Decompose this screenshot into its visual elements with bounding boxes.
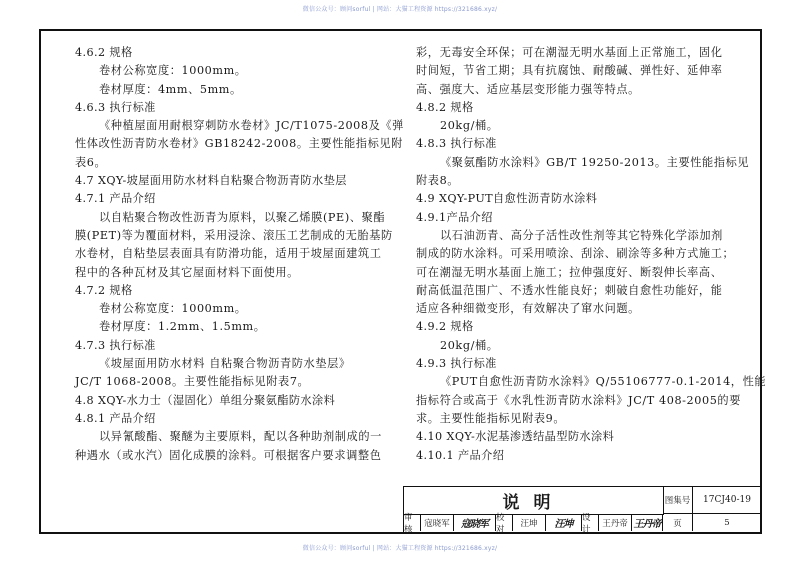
paragraph-line: 《PUT自愈性沥青防水涂料》Q/55106777-0.1-2014，性能	[440, 375, 767, 389]
paragraph-line: 膜(PET)等为覆面材料，采用浸涂、滚压工艺制成的无胎基防	[75, 228, 393, 242]
sheet-title: 说明	[404, 487, 664, 515]
section-heading: 4.7 XQY-坡屋面用防水材料自粘聚合物沥青防水垫层	[75, 174, 347, 188]
paragraph-line: 性体改性沥青防水卷材》GB18242-2008。主要性能指标见附	[75, 137, 403, 151]
paragraph-line: 《坡屋面用防水材料 自粘聚合物沥青防水垫层》	[99, 357, 351, 371]
text-line: 20kg/桶。	[440, 119, 499, 133]
paragraph-line: 表6。	[75, 155, 107, 169]
section-heading: 4.10.1 产品介绍	[416, 448, 505, 462]
watermark-top: 微信公众号：顾问sorful | 网站：大猫工程资源 https://321686.xyz/	[302, 6, 498, 13]
paragraph-line: 程中的各种瓦材及其它屋面材料下面使用。	[75, 265, 299, 279]
title-block	[403, 486, 760, 535]
review-label: 审核	[404, 514, 421, 531]
paragraph-line: 制成的防水涂料。可采用喷涂、刮涂、刷涂等多种方式施工；	[416, 247, 735, 261]
paragraph-line: 以石油沥青、高分子活性改性剂等其它特殊化学添加剂	[440, 228, 723, 242]
right-text-column	[416, 44, 767, 465]
text-line: 卷材公称宽度：1000mm。	[99, 64, 247, 78]
review-name: 寇晓军	[421, 514, 454, 531]
paragraph-line: 彩，无毒安全环保；可在潮湿无明水基面上正常施工，固化	[416, 46, 723, 59]
paragraph-line: 可在潮湿无明水基面上施工；拉伸强度好、断裂伸长率高、	[416, 265, 723, 279]
section-heading: 4.7.2 规格	[75, 283, 133, 297]
paragraph-line: 耐高低温范围广、不透水性能良好；刺破自愈性功能好，能	[416, 283, 723, 297]
page-number: 5	[724, 517, 730, 528]
paragraph-line: 水卷材，自粘垫层表面具有防滑功能，适用于坡屋面建筑工	[75, 247, 382, 261]
section-heading: 4.8.3 执行标准	[416, 137, 497, 151]
paragraph-line: 种遇水（或水汽）固化成膜的涂料。可根据客户要求调整色	[75, 448, 382, 462]
section-heading: 4.9 XQY-PUT自愈性沥青防水涂料	[416, 192, 598, 206]
section-heading: 4.10 XQY-水泥基渗透结晶型防水涂料	[416, 430, 615, 444]
paragraph-line: 《聚氨酯防水涂料》GB/T 19250-2013。主要性能指标见	[440, 155, 750, 169]
check-name: 汪坤	[513, 514, 546, 531]
paragraph-line: 高、强度大、适应基层变形能力强等特点。	[416, 82, 640, 96]
text-line: 卷材公称宽度：1000mm。	[99, 302, 247, 316]
watermark-bottom: 微信公众号：顾问sorful | 网站：大猫工程资源 https://321686.xyz/	[302, 545, 498, 552]
left-text-column	[75, 44, 403, 465]
design-label: 设计	[582, 514, 599, 531]
paragraph-line: 以异氰酸酯、聚醚为主要原料，配以各种助剂制成的一	[99, 430, 382, 444]
section-heading: 4.9.2 规格	[416, 320, 474, 334]
section-heading: 4.7.1 产品介绍	[75, 192, 156, 206]
paragraph-line: 《种植屋面用耐根穿刺防水卷材》JC/T1075-2008及《弹	[99, 119, 404, 133]
atlas-number-value: 17CJ40-19	[693, 487, 761, 514]
section-heading: 4.8.1 产品介绍	[75, 411, 156, 425]
paragraph-line: 附表8。	[416, 174, 460, 188]
paragraph-line: JC/T 1068-2008。主要性能指标见附表7。	[75, 375, 310, 389]
text-line: 卷材厚度：4mm、5mm。	[99, 82, 242, 96]
check-signature: 汪坤	[546, 514, 582, 531]
paragraph-line: 时间短，节省工期；具有抗腐蚀、耐酸碱、弹性好、延伸率	[416, 64, 723, 78]
text-line: 卷材厚度：1.2mm、1.5mm。	[99, 320, 266, 334]
section-heading: 4.7.3 执行标准	[75, 338, 156, 352]
paragraph-line: 以自粘聚合物改性沥青为原料，以聚乙烯膜(PE)、聚酯	[99, 210, 386, 224]
section-heading: 4.6.2 规格	[75, 46, 133, 59]
page-label: 页	[663, 514, 693, 531]
paragraph-line: 适应各种细微变形，有效解决了窜水问题。	[416, 302, 640, 316]
check-label: 校对	[496, 514, 513, 531]
text-line: 20kg/桶。	[440, 338, 499, 352]
paragraph-line: 指标符合或高于《水乳性沥青防水涂料》JC/T 408-2005的要	[416, 393, 741, 407]
paragraph-line: 求。主要性能指标见附表9。	[416, 411, 566, 425]
design-signature: 王丹帝	[632, 514, 663, 531]
design-name: 王丹帝	[599, 514, 632, 531]
section-heading: 4.9.1产品介绍	[416, 210, 493, 224]
section-heading: 4.8.2 规格	[416, 100, 474, 114]
section-heading: 4.6.3 执行标准	[75, 100, 156, 114]
section-heading: 4.8 XQY-水力士（湿固化）单组分聚氨酯防水涂料	[75, 393, 336, 407]
atlas-number-label: 图集号	[663, 487, 693, 514]
section-heading: 4.9.3 执行标准	[416, 357, 497, 371]
review-signature: 寇晓军	[454, 514, 496, 531]
